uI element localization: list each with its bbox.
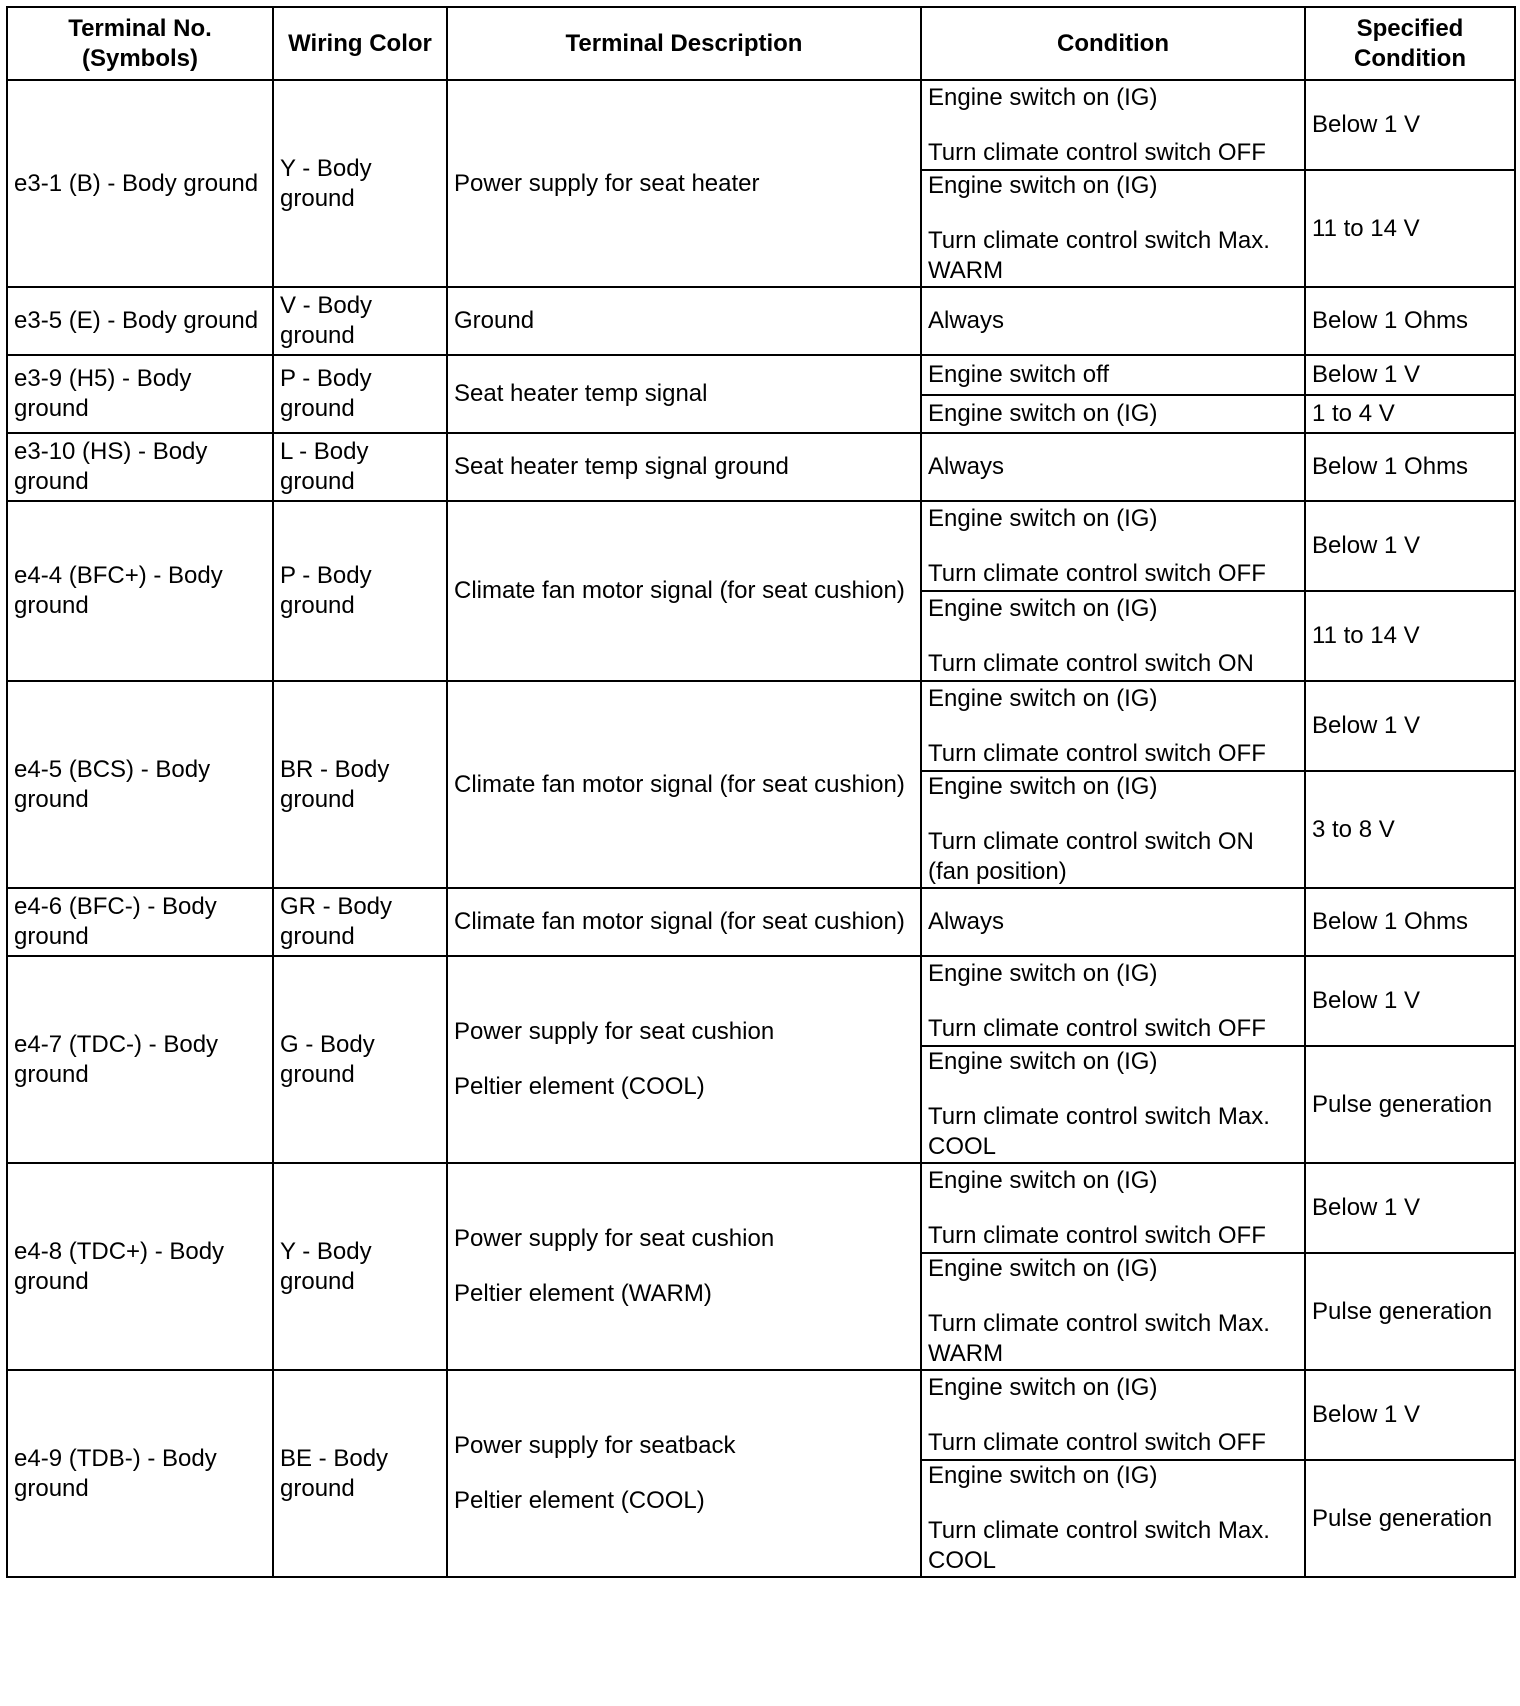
- terminal-cell: e3-10 (HS) - Body ground: [7, 433, 273, 501]
- terminal-cell: e4-7 (TDC-) - Body ground: [7, 956, 273, 1163]
- table-row: [7, 287, 1515, 355]
- condition-line: Engine switch on (IG): [928, 773, 1158, 800]
- table-row: [7, 501, 1515, 591]
- condition-line: Engine switch on (IG): [928, 684, 1158, 712]
- description-line: Power supply for seat heater: [454, 169, 760, 197]
- condition-line: Engine switch on (IG): [928, 1255, 1158, 1282]
- specified-condition-cell: Below 1 V: [1305, 501, 1515, 591]
- condition-line: Turn climate control switch ON (fan position): [928, 828, 1254, 885]
- condition-cell: [921, 681, 1305, 771]
- terminal-cell: e4-4 (BFC+) - Body ground: [7, 501, 273, 681]
- specified-condition-cell: Below 1 Ohms: [1305, 888, 1515, 956]
- description-line: Climate fan motor signal (for seat cushion): [454, 908, 905, 935]
- condition-line: Engine switch on (IG): [928, 959, 1158, 987]
- description-line: Peltier element (COOL): [454, 1487, 705, 1514]
- condition-line: Engine switch on (IG): [928, 172, 1158, 199]
- description-cell: [447, 80, 921, 287]
- header-wiring-color: Wiring Color: [273, 7, 447, 80]
- header-row: [7, 7, 1515, 80]
- description-cell: [447, 355, 921, 433]
- description-line: Power supply for seat cushion: [454, 1225, 775, 1252]
- terminal-spec-table: [6, 6, 1516, 1578]
- condition-cell: [921, 1046, 1305, 1163]
- wiring-color-cell: P - Body ground: [273, 355, 447, 433]
- condition-line: Turn climate control switch ON: [928, 649, 1254, 677]
- condition-line: Turn climate control switch OFF: [928, 1428, 1266, 1456]
- wiring-color-cell: L - Body ground: [273, 433, 447, 501]
- condition-cell: [921, 591, 1305, 681]
- condition-line: Turn climate control switch Max. WARM: [928, 227, 1270, 284]
- terminal-cell: e4-6 (BFC-) - Body ground: [7, 888, 273, 956]
- condition-line: Turn climate control switch OFF: [928, 559, 1266, 587]
- table-row: [7, 433, 1515, 501]
- condition-line: Engine switch on (IG): [928, 1166, 1158, 1194]
- condition-cell: [921, 501, 1305, 591]
- condition-line: Turn climate control switch Max. WARM: [928, 1310, 1270, 1367]
- specified-condition-cell: Below 1 V: [1305, 1163, 1515, 1253]
- wiring-color-cell: V - Body ground: [273, 287, 447, 355]
- condition-cell: [921, 1163, 1305, 1253]
- terminal-cell: e3-1 (B) - Body ground: [7, 80, 273, 287]
- description-cell: [447, 1370, 921, 1577]
- terminal-cell: e3-5 (E) - Body ground: [7, 287, 273, 355]
- wiring-color-cell: BE - Body ground: [273, 1370, 447, 1577]
- condition-line: Engine switch on (IG): [928, 1373, 1158, 1401]
- description-line: Peltier element (WARM): [454, 1280, 712, 1307]
- specified-condition-cell: Below 1 V: [1305, 1370, 1515, 1460]
- description-line: Seat heater temp signal: [454, 380, 708, 407]
- description-line: Climate fan motor signal (for seat cushion): [454, 770, 905, 798]
- condition-line: Engine switch off: [928, 361, 1109, 388]
- condition-cell: [921, 771, 1305, 888]
- wiring-color-cell: GR - Body ground: [273, 888, 447, 956]
- description-line: Power supply for seatback: [454, 1432, 736, 1459]
- table-row: [7, 80, 1515, 170]
- description-cell: [447, 956, 921, 1163]
- condition-cell: [921, 287, 1305, 355]
- description-cell: [447, 501, 921, 681]
- table-row: [7, 1370, 1515, 1460]
- wiring-color-cell: Y - Body ground: [273, 80, 447, 287]
- specified-condition-cell: 11 to 14 V: [1305, 170, 1515, 287]
- condition-cell: [921, 170, 1305, 287]
- table-row: [7, 888, 1515, 956]
- condition-cell: [921, 355, 1305, 395]
- terminal-cell: e4-8 (TDC+) - Body ground: [7, 1163, 273, 1370]
- specified-condition-cell: Below 1 Ohms: [1305, 287, 1515, 355]
- condition-line: Always: [928, 908, 1005, 935]
- table-row: [7, 681, 1515, 771]
- condition-cell: [921, 395, 1305, 433]
- condition-line: Engine switch on (IG): [928, 504, 1158, 532]
- condition-line: Turn climate control switch Max. COOL: [928, 1517, 1270, 1574]
- condition-cell: [921, 888, 1305, 956]
- header-condition: Condition: [921, 7, 1305, 80]
- header-specified-condition: Specified Condition: [1305, 7, 1515, 80]
- wiring-color-cell: G - Body ground: [273, 956, 447, 1163]
- condition-cell: [921, 80, 1305, 170]
- specified-condition-cell: 3 to 8 V: [1305, 771, 1515, 888]
- condition-line: Turn climate control switch OFF: [928, 739, 1266, 767]
- condition-cell: [921, 1370, 1305, 1460]
- condition-line: Engine switch on (IG): [928, 400, 1158, 427]
- condition-cell: [921, 1460, 1305, 1577]
- wiring-color-cell: P - Body ground: [273, 501, 447, 681]
- description-line: Peltier element (COOL): [454, 1073, 705, 1100]
- wiring-color-cell: BR - Body ground: [273, 681, 447, 888]
- description-line: Seat heater temp signal ground: [454, 453, 789, 480]
- condition-cell: [921, 956, 1305, 1046]
- condition-line: Engine switch on (IG): [928, 1048, 1158, 1075]
- table-row: [7, 956, 1515, 1046]
- condition-line: Always: [928, 453, 1005, 480]
- table-row: [7, 355, 1515, 395]
- description-cell: [447, 287, 921, 355]
- condition-line: Engine switch on (IG): [928, 83, 1158, 111]
- specified-condition-cell: Pulse generation: [1305, 1460, 1515, 1577]
- description-line: Power supply for seat cushion: [454, 1018, 775, 1045]
- specified-condition-cell: Below 1 Ohms: [1305, 433, 1515, 501]
- wiring-color-cell: Y - Body ground: [273, 1163, 447, 1370]
- table-body: [7, 80, 1515, 1577]
- condition-line: Turn climate control switch OFF: [928, 1014, 1266, 1042]
- specified-condition-cell: Below 1 V: [1305, 80, 1515, 170]
- condition-line: Turn climate control switch Max. COOL: [928, 1103, 1270, 1160]
- description-line: Ground: [454, 307, 535, 334]
- terminal-cell: e4-9 (TDB-) - Body ground: [7, 1370, 273, 1577]
- description-cell: [447, 888, 921, 956]
- specified-condition-cell: Pulse generation: [1305, 1253, 1515, 1370]
- description-cell: [447, 433, 921, 501]
- specified-condition-cell: 11 to 14 V: [1305, 591, 1515, 681]
- condition-line: Engine switch on (IG): [928, 594, 1158, 622]
- specified-condition-cell: 1 to 4 V: [1305, 395, 1515, 433]
- specified-condition-cell: Below 1 V: [1305, 355, 1515, 395]
- condition-line: Turn climate control switch OFF: [928, 1221, 1266, 1249]
- condition-cell: [921, 433, 1305, 501]
- condition-line: Engine switch on (IG): [928, 1462, 1158, 1489]
- condition-line: Always: [928, 307, 1005, 334]
- description-cell: [447, 1163, 921, 1370]
- header-terminal: Terminal No. (Symbols): [7, 7, 273, 80]
- header-terminal-description: Terminal Description: [447, 7, 921, 80]
- specified-condition-cell: Below 1 V: [1305, 956, 1515, 1046]
- table-row: [7, 1163, 1515, 1253]
- description-cell: [447, 681, 921, 888]
- condition-line: Turn climate control switch OFF: [928, 138, 1266, 166]
- terminal-cell: e3-9 (H5) - Body ground: [7, 355, 273, 433]
- specified-condition-cell: Below 1 V: [1305, 681, 1515, 771]
- description-line: Climate fan motor signal (for seat cushion): [454, 577, 905, 604]
- specified-condition-cell: Pulse generation: [1305, 1046, 1515, 1163]
- terminal-cell: e4-5 (BCS) - Body ground: [7, 681, 273, 888]
- condition-cell: [921, 1253, 1305, 1370]
